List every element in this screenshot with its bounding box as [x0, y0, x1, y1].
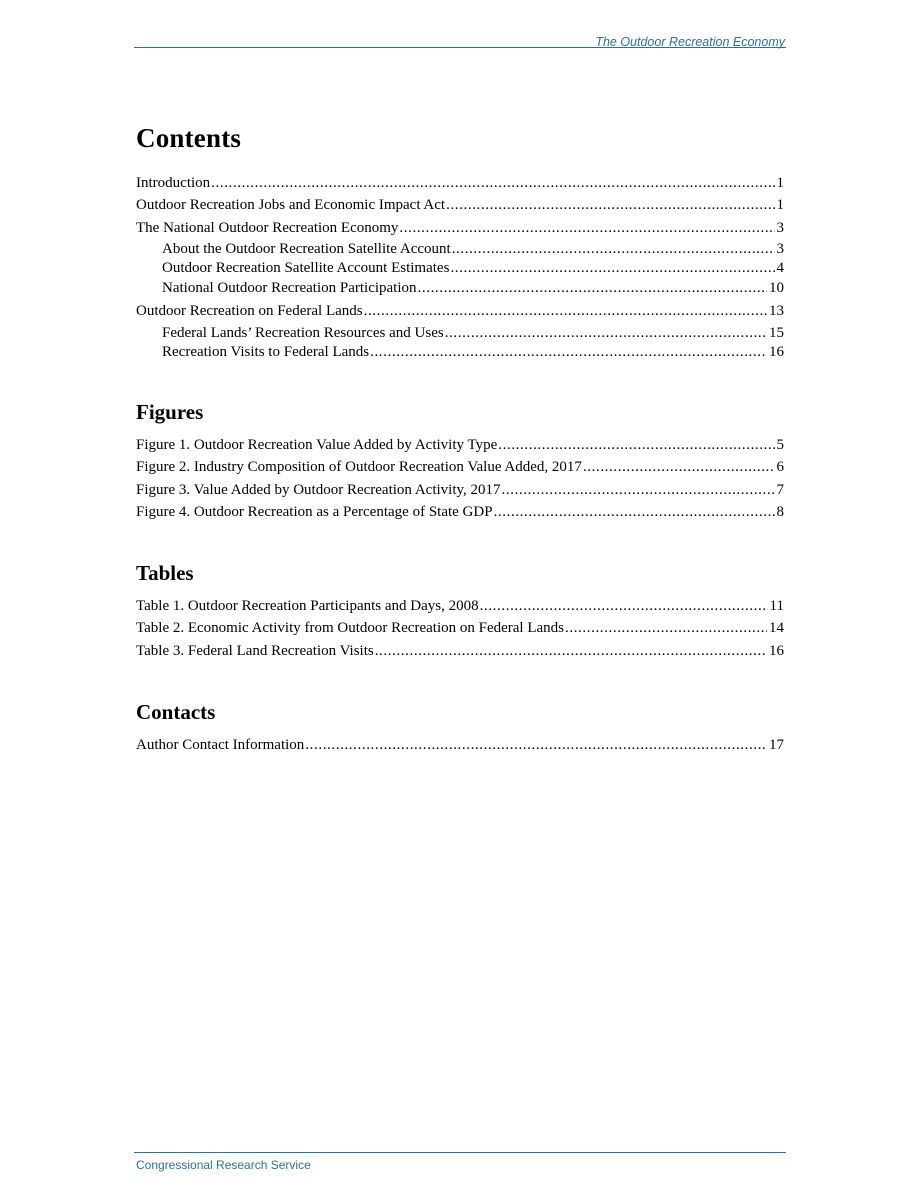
contacts-list [136, 734, 784, 756]
toc-entry-page: 3 [776, 219, 784, 236]
toc-entry-page: 13 [769, 303, 784, 320]
toc-entry[interactable] [136, 300, 784, 322]
toc-entry-page: 6 [776, 459, 784, 476]
publisher-name: Congressional Research Service [136, 1158, 311, 1172]
toc-entry-title: Outdoor Recreation on Federal Lands [136, 303, 363, 320]
toc-entry-title: Figure 3. Value Added by Outdoor Recreation Activity, 2017 [136, 481, 501, 498]
contents-list [136, 172, 784, 363]
leader-dots [370, 343, 767, 363]
toc-entry-title: Introduction [136, 175, 211, 191]
toc-entry-title: Outdoor Recreation Jobs and Economic Impact Act [136, 197, 446, 214]
toc-entry-title: Federal Lands’ Recreation Resources and Uses [162, 324, 444, 341]
toc-entry-page: 16 [769, 344, 784, 361]
leader-dots [498, 434, 774, 456]
toc-entry[interactable] [136, 640, 784, 662]
toc-entry-title: Figure 1. Outdoor Recreation Value Added by Activity Type [136, 437, 498, 453]
leader-dots [446, 194, 774, 216]
leader-dots [502, 479, 775, 501]
toc-subentry[interactable] [136, 279, 784, 299]
toc-entry[interactable] [136, 595, 784, 617]
running-header [134, 32, 786, 48]
leader-dots [305, 734, 767, 756]
tables-list [136, 595, 784, 662]
toc-subentry[interactable] [136, 324, 784, 344]
toc-entry[interactable] [136, 434, 784, 456]
toc-entry-page: 4 [776, 260, 784, 277]
toc-entry-page: 15 [769, 324, 784, 341]
leader-dots [480, 595, 768, 617]
leader-dots [494, 501, 775, 523]
toc-entry-title: Table 2. Economic Activity from Outdoor Recreation on Federal Lands [136, 620, 564, 637]
leader-dots [565, 617, 767, 639]
toc-entry-page: 10 [769, 279, 784, 296]
toc-entry-title: Outdoor Recreation Satellite Account Estimates [162, 260, 450, 277]
running-footer [134, 1152, 786, 1174]
leader-dots [364, 300, 767, 322]
toc-entry-title: Author Contact Information [136, 737, 305, 753]
toc-entry-page: 16 [769, 642, 784, 659]
figures-heading: Figures [136, 400, 204, 424]
toc-entry-page: 14 [769, 620, 784, 637]
toc-entry-title: Table 1. Outdoor Recreation Participants and Days, 2008 [136, 598, 479, 614]
toc-entry-title: Table 3. Federal Land Recreation Visits [136, 642, 374, 659]
toc-entry-title: Figure 4. Outdoor Recreation as a Percentage of State GDP [136, 503, 493, 520]
leader-dots [399, 217, 774, 239]
toc-entry-title: The National Outdoor Recreation Economy [136, 219, 399, 236]
tables-heading: Tables [136, 561, 194, 585]
toc-entry-page: 3 [776, 240, 784, 257]
contents-heading: Contents [136, 123, 242, 153]
toc-entry-page: 11 [769, 598, 784, 614]
toc-entry[interactable] [136, 479, 784, 501]
toc-subentry[interactable] [136, 259, 784, 279]
toc-entry[interactable] [136, 194, 784, 216]
toc-entry-title: National Outdoor Recreation Participation [162, 279, 417, 296]
toc-entry-title: Recreation Visits to Federal Lands [162, 344, 370, 361]
toc-entry[interactable] [136, 172, 784, 194]
toc-entry-page: 5 [776, 437, 784, 453]
toc-entry[interactable] [136, 734, 784, 756]
toc-entry-page: 1 [776, 175, 784, 191]
toc-entry-page: 8 [776, 503, 784, 520]
toc-entry[interactable] [136, 617, 784, 639]
toc-entry-title: About the Outdoor Recreation Satellite Account [162, 240, 451, 257]
toc-entry[interactable] [136, 501, 784, 523]
toc-subentry[interactable] [136, 343, 784, 363]
toc-entry[interactable] [136, 217, 784, 239]
toc-entry-title: Figure 2. Industry Composition of Outdoor Recreation Value Added, 2017 [136, 459, 582, 476]
toc-entry-page: 17 [769, 737, 784, 753]
toc-entry[interactable] [136, 456, 784, 478]
leader-dots [452, 240, 775, 260]
toc-entry-page: 1 [776, 197, 784, 214]
running-header-title: The Outdoor Recreation Economy [595, 35, 785, 49]
leader-dots [445, 324, 767, 344]
toc-entry-page: 7 [776, 481, 784, 498]
leader-dots [418, 279, 767, 299]
leader-dots [375, 640, 767, 662]
figures-list [136, 434, 784, 523]
leader-dots [211, 172, 774, 194]
leader-dots [583, 456, 775, 478]
contacts-heading: Contacts [136, 700, 216, 724]
leader-dots [450, 259, 774, 279]
toc-subentry[interactable] [136, 240, 784, 260]
